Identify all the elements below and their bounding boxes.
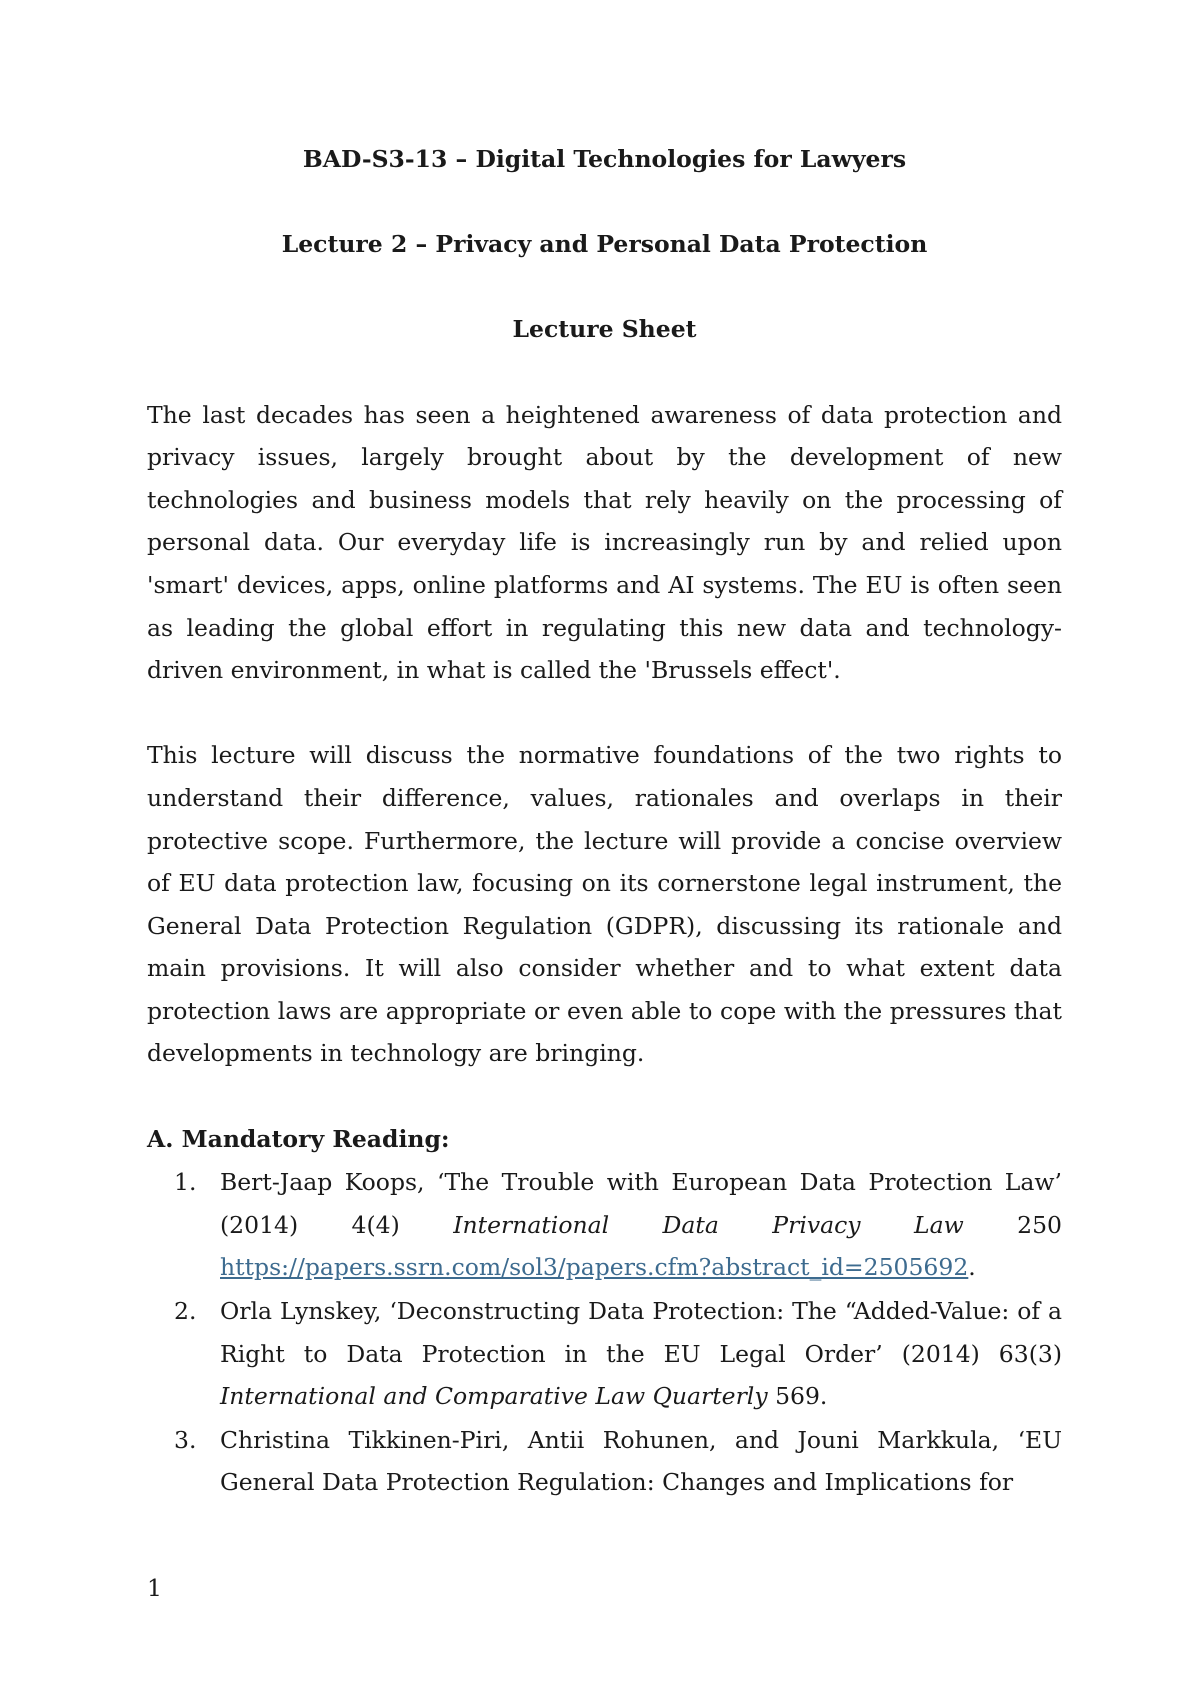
mandatory-reading-list bbox=[147, 1161, 1062, 1504]
list-item-number: 1. bbox=[174, 1168, 197, 1197]
list-item bbox=[147, 1161, 1062, 1289]
citation-pages: 569. bbox=[767, 1382, 828, 1411]
course-title: BAD-S3-13 – Digital Technologies for Lawyers bbox=[302, 145, 907, 173]
citation-text: Orla Lynskey, ‘Deconstructing Data Protection: The “Added-Value: of a Right to Data Protection in the EU Legal Order’ (2014) 63(3) bbox=[220, 1297, 1062, 1368]
lecture-overview-paragraph: This lecture will discuss the normative foundations of the two rights to understand their difference, values, rationales and overlaps in their protective scope. Furthermore, the lecture will provide a concise overview of EU data protection law, focusing on its cornerstone legal instrument, the General Data Protection Regulation (GDPR), discussing its rationale and main provisions. It will also consider whether and to what extent data protection laws are appropriate or even able to cope with the pressures that developments in technology are bringing. bbox=[147, 741, 1062, 1068]
citation-text: Christina Tikkinen-Piri, Antii Rohunen, and Jouni Markkula, ‘EU General Data Protection Regulation: Changes and Implications for bbox=[220, 1425, 1062, 1497]
ssrn-link[interactable]: https://papers.ssrn.com/sol3/papers.cfm?abstract_id=2505692 bbox=[220, 1253, 969, 1282]
page-number: 1 bbox=[147, 1574, 162, 1602]
list-item-number: 3. bbox=[174, 1425, 197, 1454]
mandatory-reading-heading: A. Mandatory Reading: bbox=[147, 1124, 450, 1153]
intro-paragraph: The last decades has seen a heightened awareness of data protection and privacy issues, largely brought about by the development of new technologies and business models that rely heavily on the processing of personal data. Our everyday life is increasingly run by and relied upon 'smart' devices, apps, online platforms and AI systems. The EU is often seen as leading the global effort in regulating this new data and technology-driven environment, in what is called the 'Brussels effect'. bbox=[147, 400, 1062, 685]
journal-title: International and Comparative Law Quarterly bbox=[220, 1382, 768, 1411]
list-item bbox=[147, 1290, 1062, 1418]
lecture-title: Lecture 2 – Privacy and Personal Data Protection bbox=[281, 230, 928, 259]
list-item bbox=[147, 1419, 1062, 1504]
citation-end: . bbox=[968, 1253, 976, 1282]
citation-pages: 250 bbox=[963, 1210, 1062, 1239]
list-item-number: 2. bbox=[174, 1297, 197, 1326]
journal-title: International Data Privacy Law bbox=[453, 1210, 964, 1239]
page-content bbox=[147, 138, 1062, 1504]
citation-text: Bert-Jaap Koops, ‘The Trouble with European Data Protection Law’ (2014) 4(4) bbox=[220, 1168, 1062, 1239]
sheet-title: Lecture Sheet bbox=[512, 315, 697, 344]
